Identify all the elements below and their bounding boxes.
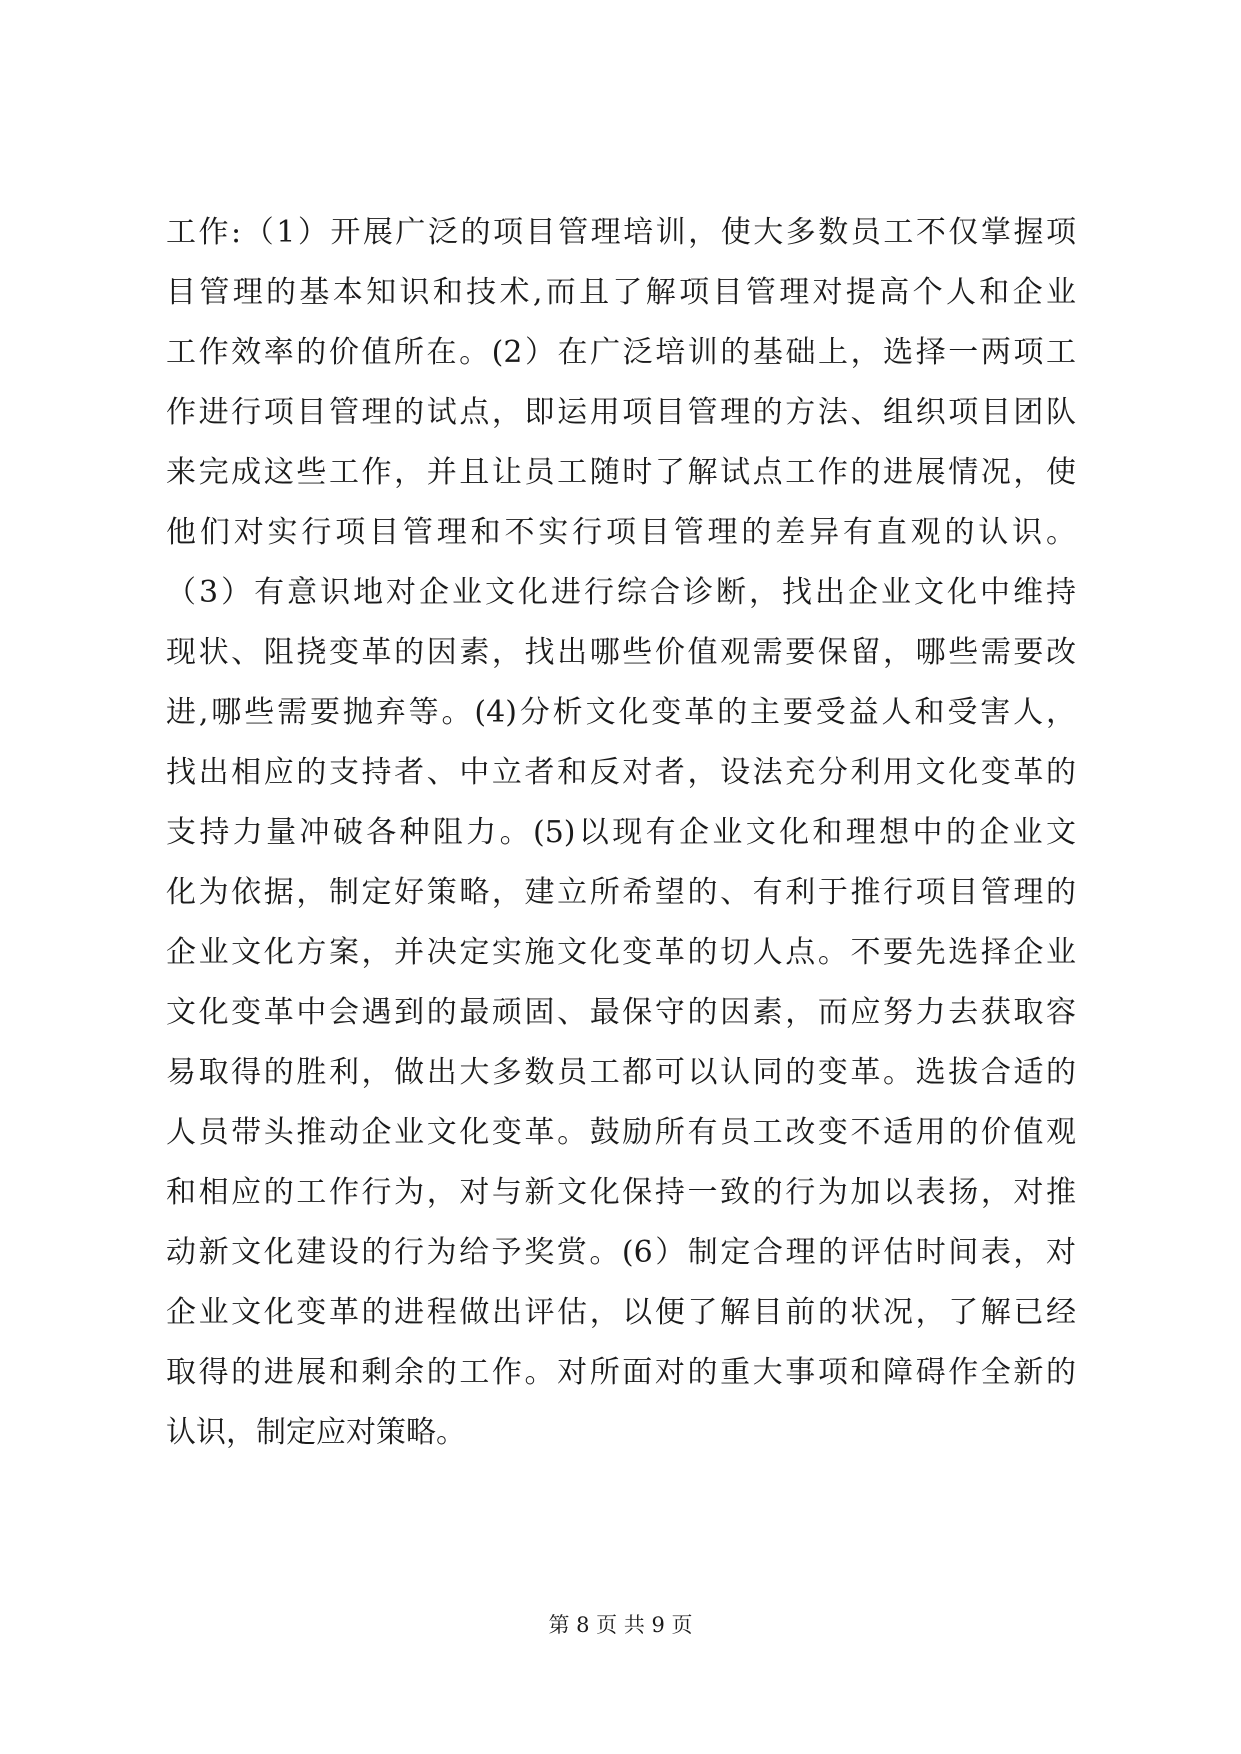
text-line-1: 工作:（1）开展广泛的项目管理培训，使大多数员工不仅掌握项 <box>166 215 1076 250</box>
text-line-6: 他们对实行项目管理和不实行项目管理的差异有直观的认识。 <box>166 515 1076 550</box>
text-line-16: 人员带头推动企业文化变革。鼓励所有员工改变不适用的价值观 <box>166 1115 1076 1150</box>
text-line-9: 进,哪些需要抛弃等。(4)分析文化变革的主要受益人和受害人， <box>166 695 1076 730</box>
page-footer: 第 8 页 共 9 页 <box>548 1613 693 1637</box>
text-line-3: 工作效率的价值所在。(2）在广泛培训的基础上，选择一两项工 <box>166 335 1076 370</box>
text-line-2: 目管理的基本知识和技术,而且了解项目管理对提高个人和企业 <box>166 275 1076 310</box>
text-line-11: 支持力量冲破各种阻力。(5)以现有企业文化和理想中的企业文 <box>166 815 1076 850</box>
text-line-12: 化为依据，制定好策略，建立所希望的、有利于推行项目管理的 <box>166 875 1076 910</box>
text-line-17: 和相应的工作行为，对与新文化保持一致的行为加以表扬，对推 <box>166 1175 1076 1210</box>
text-line-8: 现状、阻挠变革的因素，找出哪些价值观需要保留，哪些需要改 <box>166 635 1076 670</box>
body-paragraph <box>166 203 1076 1463</box>
text-line-4: 作进行项目管理的试点，即运用项目管理的方法、组织项目团队 <box>166 395 1076 430</box>
text-line-20: 取得的进展和剩余的工作。对所面对的重大事项和障碍作全新的 <box>166 1355 1076 1390</box>
text-line-18: 动新文化建设的行为给予奖赏。(6）制定合理的评估时间表，对 <box>166 1235 1076 1270</box>
text-line-13: 企业文化方案，并决定实施文化变革的切人点。不要先选择企业 <box>166 935 1076 970</box>
text-line-14: 文化变革中会遇到的最顽固、最保守的因素，而应努力去获取容 <box>166 995 1076 1030</box>
text-line-7: （3）有意识地对企业文化进行综合诊断，找出企业文化中维持 <box>166 575 1076 610</box>
text-line-10: 找出相应的支持者、中立者和反对者，设法充分利用文化变革的 <box>166 755 1076 790</box>
text-line-19: 企业文化变革的进程做出评估，以便了解目前的状况，了解已经 <box>166 1295 1076 1330</box>
text-line-21: 认识，制定应对策略。 <box>166 1415 466 1450</box>
text-line-15: 易取得的胜利，做出大多数员工都可以认同的变革。选拔合适的 <box>166 1055 1076 1090</box>
text-line-5: 来完成这些工作，并且让员工随时了解试点工作的进展情况，使 <box>166 455 1076 490</box>
